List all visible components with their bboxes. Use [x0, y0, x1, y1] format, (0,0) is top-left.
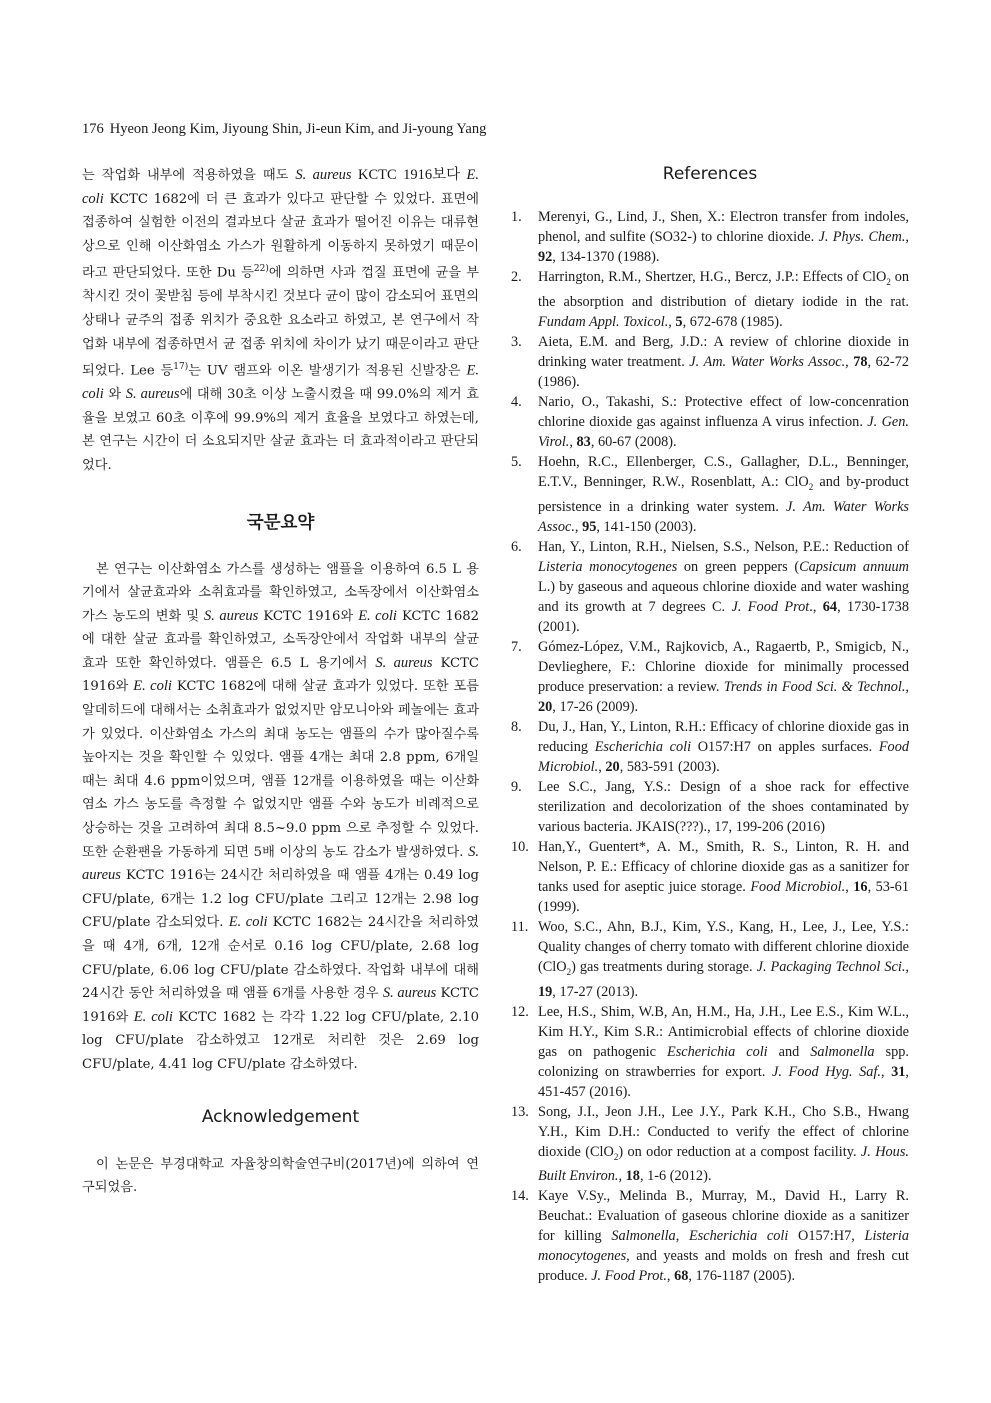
summary-heading: 국문요약 [246, 512, 315, 533]
reference-number: 9. [511, 778, 522, 795]
reference-item: 9. Lee S.C., Jang, Y.S.: Design of a shoe rack for effective sterilization and decolorization of the shoes contaminated by various bacteria. JKAIS(???)., 17, 199-206 (2016) [511, 778, 909, 835]
reference-item: 12. Lee, H.S., Shim, W.B, An, H.M., Ha, J.H., Lee E.S., Kim W.L., Kim H.Y., Kim S.R.: Antimicrobial effects of chlorine dioxide gas on pathogenic Escherichia coli and Salmonella spp. colonizing on strawberries for export. J. Food Hyg. Saf., 31, 451-457 (2016). [511, 1003, 909, 1100]
reference-number: 5. [511, 453, 522, 470]
reference-item: 14. Kaye V.Sy., Melinda B., Murray, M., David H., Larry R. Beuchat.: Evaluation of gaseous chlorine dioxide as a sanitizer for killing Salmonella, Escherichia coli O157:H7, Listeria monocytogenes, and yeasts and molds on fresh and fresh cut produce. J. Food Prot., 68, 176-1187 (2005). [511, 1188, 909, 1285]
right-column [511, 164, 909, 1286]
body-paragraph: 는 작업화 내부에 적용하였을 때도 S. aureus KCTC 1916보다 E. coli KCTC 1682에 더 큰 효과가 있다고 판단할 수 있었다. 표면에 접종하여 실험한 이전의 결과보다 살균 효과가 떨어진 이유는 대류현상으로 인해 이산화염소 가스가 원활하게 이동하지 못하였기 때문이라고 판단되었다. 또한 Du 등$^{22)}$에 의하면 사과 껍질 표면에 균을 부착시킨 것이 꽃받침 등에 부착시킨 것보다 균이 많이 감소되어 표면의 상태나 균주의 접종 위치가 중요한 요소라고 하였고, 본 연구에서 작업화 내부에 접종하면서 균 접종 위치에 차이가 났기 때문이라고 판단되었다. Lee 등$^{17)}$는 UV 램프와 이온 발생기가 적용된 신발장은 E. coli 와 S. aureus에 대해 30초 이상 노출시켰을 때 99.0%의 제거 효율을 보였고 60초 이후에 99.9%의 제거 효율을 보였다고 하였는데, 본 연구는 시간이 더 소요되지만 살균 효과는 더 효과적이라고 판단되었다. [82, 167, 480, 473]
reference-number: 1. [511, 209, 522, 225]
running-header [82, 121, 602, 141]
reference-number: 2. [511, 269, 522, 285]
reference-item: 4. Nario, O., Takashi, S.: Protective effect of low-concenration chlorine dioxide gas against influenza A virus infection. J. Gen. Virol., 83, 60-67 (2008). [511, 393, 909, 450]
reference-item: 13. Song, J.I., Jeon J.H., Lee J.Y., Park K.H., Cho S.B., Hwang Y.H., Kim D.H.: Conducted to verify the effect of chlorine dioxide (ClO$_2$) on odor reduction at a compost facility. J. Hous. Built Environ., 18, 1-6 (2012). [511, 1103, 909, 1185]
acknowledgement-heading: Acknowledgement [201, 1106, 360, 1127]
page-number: 176 [82, 121, 104, 137]
acknowledgement-paragraph: 이 논문은 부경대학교 자율창의학술연구비(2017년)에 의하여 연구되었음. [82, 1156, 479, 1196]
reference-number: 14. [511, 1188, 529, 1205]
reference-number: 7. [511, 638, 522, 655]
reference-item: 10. Han,Y., Guentert*, A. M., Smith, R. S., Linton, R. H. and Nelson, P. E.: Efficacy of chlorine dioxide gas as a sanitizer for tanks used for aseptic juice storage. Food Microbiol., 16, 53-61 (1999). [511, 838, 909, 915]
reference-item: 2. Harrington, R.M., Shertzer, H.G., Bercz, J.P.: Effects of ClO$_2$ on the absorption and distribution of dietary iodide in the rat. Fundam Appl. Toxicol., 5, 672-678 (1985). [511, 269, 909, 330]
reference-number: 4. [511, 393, 522, 410]
reference-number: 12. [511, 1003, 529, 1020]
reference-item: 8. Du, J., Han, Y., Linton, R.H.: Efficacy of chlorine dioxide gas in reducing Escherichia coli O157:H7 on apples surfaces. Food Microbiol., 20, 583-591 (2003). [511, 718, 909, 775]
reference-number: 10. [511, 838, 529, 855]
reference-item: 1. Merenyi, G., Lind, J., Shen, X.: Electron transfer from indoles, phenol, and sulfite (SO32-) to chlorine dioxide. J. Phys. Chem., 92, 134-1370 (1988). [511, 209, 909, 265]
reference-list [511, 207, 909, 1286]
reference-number: 8. [511, 718, 522, 735]
reference-item: 11. Woo, S.C., Ahn, B.J., Kim, Y.S., Kang, H., Lee, J., Lee, Y.S.: Quality changes of cherry tomato with different chlorine dioxide (ClO$_2$) gas treatments during storage. J. Packaging Technol Sci., 19, 17-27 (2013). [511, 918, 909, 1000]
korean-summary-paragraph: 본 연구는 이산화염소 가스를 생성하는 앰플을 이용하여 6.5 L 용기에서 살균효과와 소취효과를 확인하였고, 소독장에서 이산화염소 가스 농도의 변화 및 S. aureus KCTC 1916와 E. coli KCTC 1682에 대한 살균 효과를 확인하였고, 소독장안에서 작업화 내부의 살균 효과 또한 확인하였다. 앰플은 6.5 L 용기에서 S. aureus KCTC 1916와 E. coli KCTC 1682에 대해 살균 효과가 있었다. 또한 포름알데히드에 대해서는 소취효과가 없었지만 암모니아와 페놀에는 효과가 있었다. 이산화염소 가스의 최대 농도는 앰플의 수가 많아질수록 높아지는 것을 확인할 수 있었다. 앰플 4개는 최대 2.8 ppm, 6개일 때는 최대 4.6 ppm이었으며, 앰플 12개를 이용하였을 때는 이산화염소 가스 농도를 측정할 수 없었지만 앰플 수와 농도가 비례적으로 상승하는 것을 고려하여 최대 8.5~9.0 ppm 으로 추정할 수 있었다. 또한 순환팬을 가동하게 되면 5배 이상의 농도 감소가 발생하였다. S. aureus KCTC 1916는 24시간 처리하였을 때 앰플 4개는 0.49 log CFU/plate, 6개는 1.2 log CFU/plate 그리고 12개는 2.98 log CFU/plate 감소되었다. E. coli KCTC 1682는 24시간을 처리하였을 때 4개, 6개, 12개 순서로 0.16 log CFU/plate, 2.68 log CFU/plate, 6.06 log CFU/plate 감소하였다. 작업화 내부에 대해 24시간 동안 처리하였을 때 앰플 6개를 사용한 경우 S. aureus KCTC 1916와 E. coli KCTC 1682 는 각각 1.22 log CFU/plate, 2.10 log CFU/plate 감소하였고 12개로 처리한 것은 2.69 log CFU/plate, 4.41 log CFU/plate 감소하였다. [82, 561, 480, 1072]
reference-item: 7. Gómez-López, V.M., Rajkovicb, A., Ragaertb, P., Smigicb, N., Devlieghere, F.: Chlorine dioxide for minimally processed produce preservation: a review. Trends in Food Sci. & Technol., 20, 17-26 (2009). [511, 638, 909, 715]
author-line: Hyeon Jeong Kim, Jiyoung Shin, Ji-eun Kim, and Ji-young Yang [109, 121, 487, 137]
reference-number: 13. [511, 1103, 529, 1120]
reference-item: 5. Hoehn, R.C., Ellenberger, C.S., Gallagher, D.L., Benninger, E.T.V., Benninger, R.W., Rosenblatt, A.: ClO$_2$ and by-product persistence in a drinking water system. J. Am. Water Works Assoc., 95, 141-150 (2003). [511, 453, 909, 535]
left-column [82, 164, 479, 1200]
reference-number: 6. [511, 538, 522, 555]
reference-number: 3. [511, 333, 522, 350]
references-heading: References [662, 164, 758, 184]
reference-item: 6. Han, Y., Linton, R.H., Nielsen, S.S., Nelson, P.E.: Reduction of Listeria monocytogenes on green peppers (Capsicum annuum L.) by gaseous and aqueous chlorine dioxide and water washing and its growth at 7 degrees C. J. Food Prot., 64, 1730-1738 (2001). [511, 538, 909, 635]
reference-number: 11. [511, 918, 529, 935]
reference-item: 3. Aieta, E.M. and Berg, J.D.: A review of chlorine dioxide in drinking water treatment. J. Am. Water Works Assoc., 78, 62-72 (1986). [511, 333, 909, 390]
